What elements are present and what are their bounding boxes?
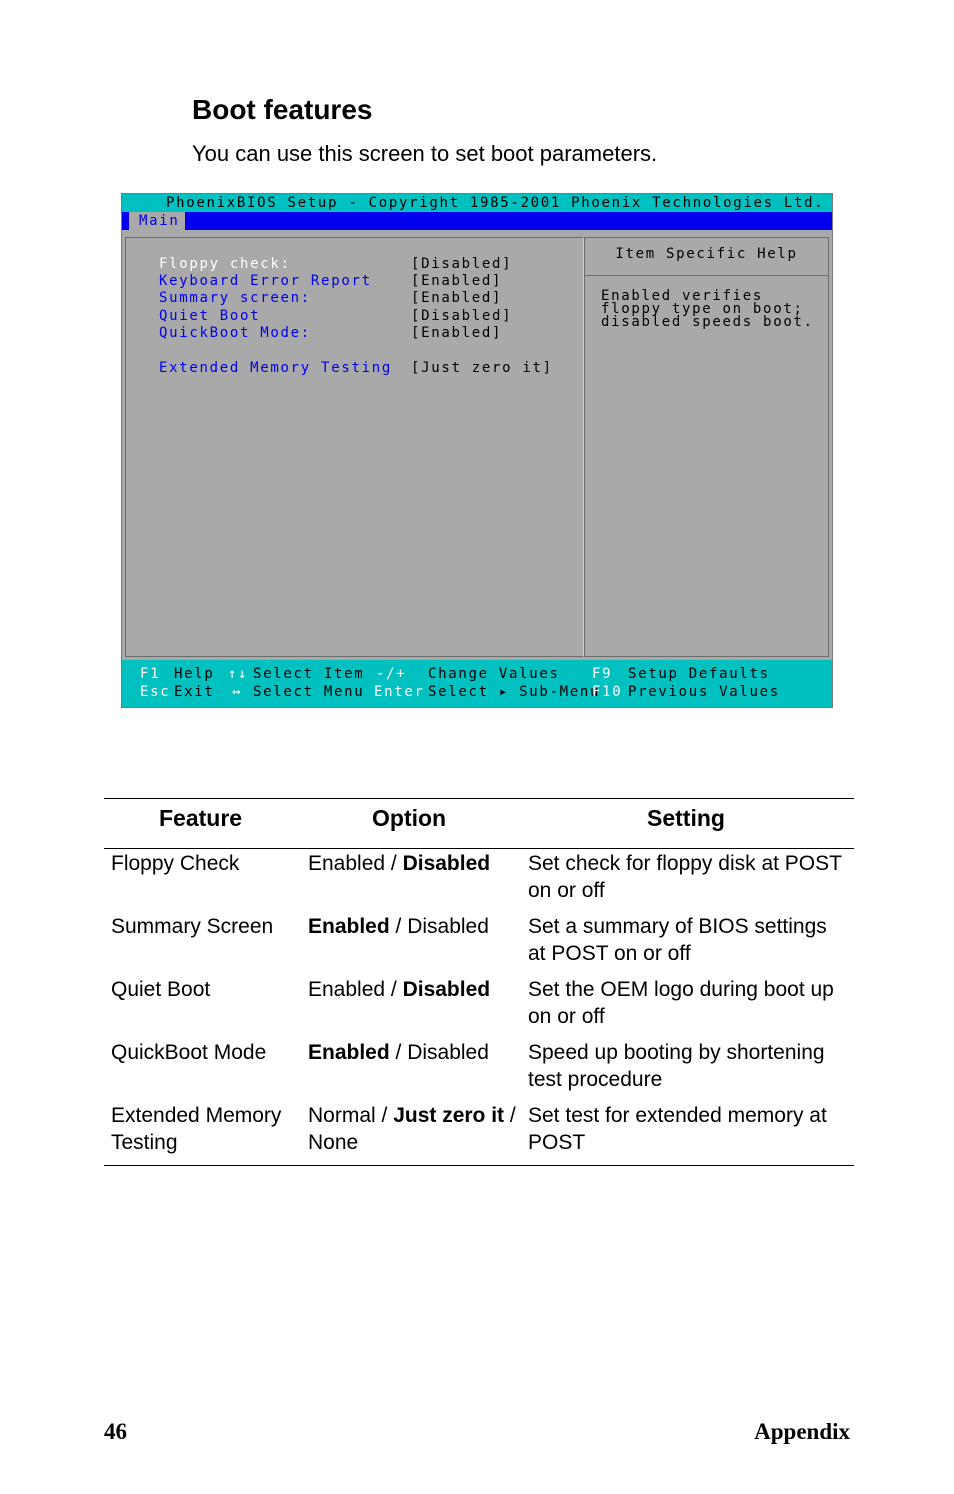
bios-key-legend xyxy=(122,660,832,707)
table-row xyxy=(104,976,854,1039)
key-plus-minus-desc: Change Values xyxy=(428,666,560,682)
default-option: Just zero it xyxy=(393,1104,505,1127)
bios-item-value: [Disabled] xyxy=(411,308,513,324)
bios-item-summary-screen xyxy=(159,289,579,307)
bios-title: PhoenixBIOS Setup - Copyright 1985-2001 Phoenix Technologies Ltd. xyxy=(166,195,825,211)
option-cell xyxy=(308,913,523,940)
header-feature: Feature xyxy=(159,805,243,831)
key-enter-desc: Select ▸ Sub-Menu xyxy=(428,684,601,700)
setting-cell: Set the OEM logo during boot up on or off xyxy=(528,978,834,1028)
option-text: / None xyxy=(308,1104,516,1154)
key-f10: F10 xyxy=(592,684,623,700)
bios-item-label: Keyboard Error Report xyxy=(159,273,372,289)
bios-item-floppy-check xyxy=(159,255,579,273)
option-text: Enabled / xyxy=(308,978,403,1001)
bios-item-extended-memory-testing xyxy=(159,359,579,377)
key-esc-desc: Exit xyxy=(174,684,215,700)
setting-cell: Set check for floppy disk at POST on or off xyxy=(528,852,842,902)
table-row xyxy=(104,1039,854,1102)
bios-item-label: Quiet Boot xyxy=(159,308,261,324)
feature-cell: Extended Memory Testing xyxy=(111,1104,282,1154)
bios-item-label: QuickBoot Mode: xyxy=(159,325,311,341)
tab-main: Main xyxy=(129,212,185,230)
bios-title-bar xyxy=(122,194,832,212)
bios-item-label: Floppy check: xyxy=(159,256,291,272)
feature-cell: QuickBoot Mode xyxy=(111,1041,267,1064)
setting-cell: Speed up booting by shortening test procedure xyxy=(528,1041,825,1091)
option-cell xyxy=(308,976,523,1003)
option-cell xyxy=(308,1039,523,1066)
header-setting: Setting xyxy=(647,805,725,831)
setting-cell: Set test for extended memory at POST xyxy=(528,1104,827,1154)
boot-features-table xyxy=(104,798,854,1166)
key-up-down-desc: Select Item xyxy=(253,666,365,682)
page-number: 46 xyxy=(104,1419,127,1444)
key-left-right: ↔ xyxy=(232,684,243,700)
bios-item-label: Summary screen: xyxy=(159,290,311,306)
option-text: Enabled / xyxy=(308,852,403,875)
help-title: Item Specific Help xyxy=(585,238,828,276)
intro-text: You can use this screen to set boot parameters. xyxy=(192,141,658,166)
key-enter: Enter xyxy=(374,684,425,700)
key-esc: Esc xyxy=(140,684,171,700)
option-cell xyxy=(308,1102,523,1156)
bios-item-value: [Enabled] xyxy=(411,325,503,341)
bios-item-label: Extended Memory Testing xyxy=(159,360,392,376)
key-f9-desc: Setup Defaults xyxy=(628,666,770,682)
default-option: Disabled xyxy=(402,978,491,1001)
table-row xyxy=(104,1102,854,1165)
key-f10-desc: Previous Values xyxy=(628,684,780,700)
option-cell xyxy=(308,850,523,877)
feature-cell: Floppy Check xyxy=(111,852,240,875)
default-option: Enabled xyxy=(308,915,390,938)
header-option: Option xyxy=(372,805,447,831)
key-f9: F9 xyxy=(592,666,613,682)
bios-item-value: [Disabled] xyxy=(411,256,513,272)
bios-item-quickboot-mode xyxy=(159,324,579,342)
bios-screenshot xyxy=(121,193,833,708)
feature-cell: Quiet Boot xyxy=(111,978,211,1001)
help-text: Enabled verifies floppy type on boot; disabled speeds boot. xyxy=(601,288,814,330)
bios-item-quiet-boot xyxy=(159,307,579,325)
bios-item-value: [Just zero it] xyxy=(411,360,553,376)
key-left-right-desc: Select Menu xyxy=(253,684,365,700)
default-option: Disabled xyxy=(402,852,491,875)
bios-item-value: [Enabled] xyxy=(411,273,503,289)
page-heading: Boot features xyxy=(192,94,373,125)
table-row xyxy=(104,913,854,976)
key-f1: F1 xyxy=(140,666,161,682)
bios-help-panel xyxy=(584,237,829,657)
key-f1-desc: Help xyxy=(174,666,215,682)
key-up-down: ↑↓ xyxy=(228,666,249,682)
bios-item-keyboard-error-report xyxy=(159,272,579,290)
option-text: Normal / xyxy=(308,1104,394,1127)
bios-item-value: [Enabled] xyxy=(411,290,503,306)
bios-menu-bar xyxy=(122,212,832,230)
table-header xyxy=(104,799,854,849)
section-name: Appendix xyxy=(754,1419,850,1444)
feature-cell: Summary Screen xyxy=(111,915,274,938)
setting-cell: Set a summary of BIOS settings at POST on or off xyxy=(528,915,827,965)
key-plus-minus: -/+ xyxy=(376,666,407,682)
default-option: Enabled xyxy=(308,1041,390,1064)
table-row xyxy=(104,850,854,913)
option-text: / Disabled xyxy=(389,915,489,938)
option-text: / Disabled xyxy=(389,1041,489,1064)
